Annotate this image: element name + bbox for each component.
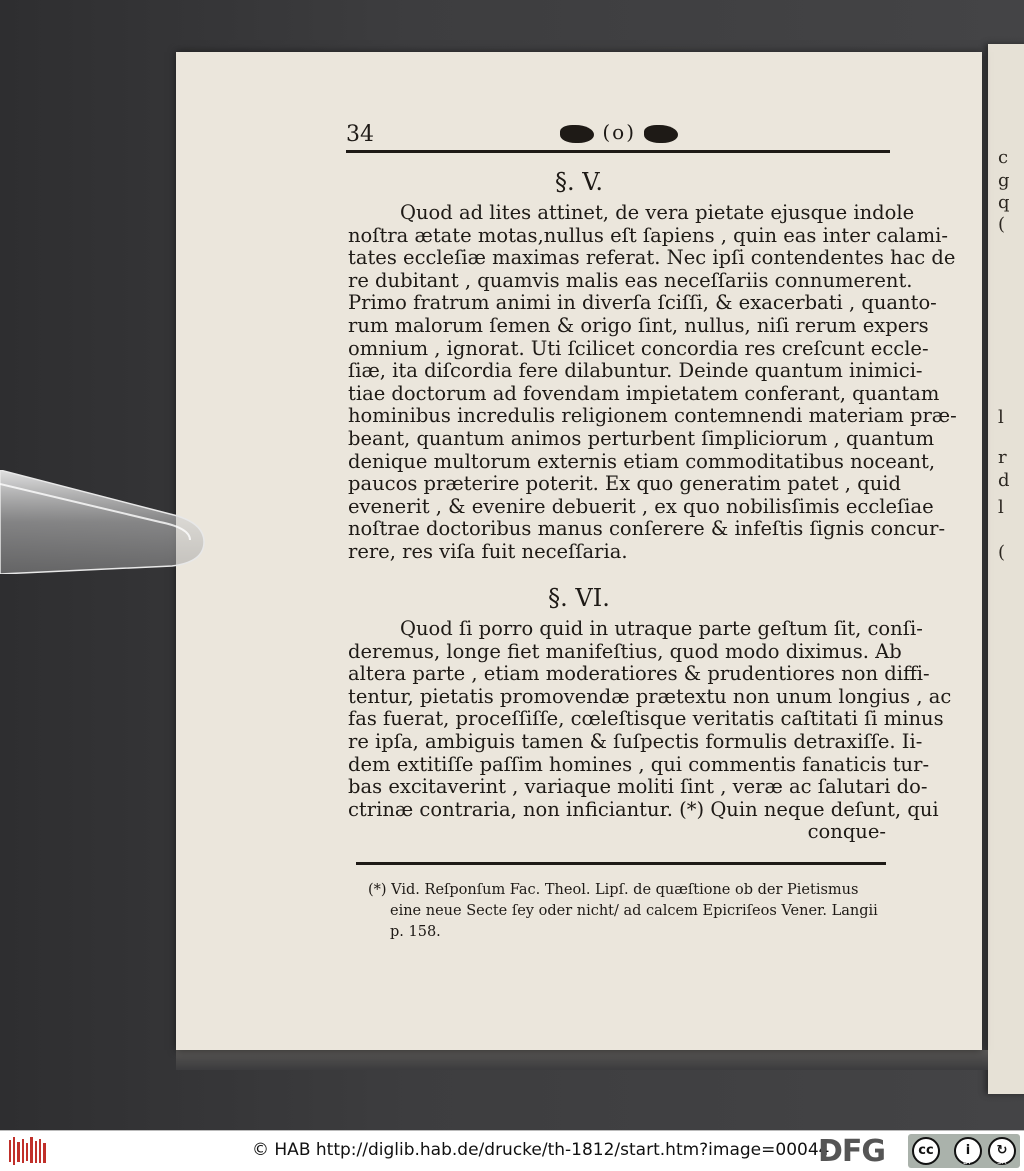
attribution-icon: i	[954, 1137, 982, 1165]
section-heading-v: §. V.	[554, 168, 604, 196]
text-line: tiae doctorum ad fovendam impietatem conferant, quantam	[348, 381, 940, 405]
text-line: rere, res viſa fuit neceſſaria.	[348, 539, 628, 563]
ornament-center: (o)	[602, 120, 637, 144]
text-line: deremus, longe fiet manifeſtius, quod modo diximus. Ab	[348, 639, 902, 663]
ornament-right-icon	[644, 125, 678, 143]
text-line: dem extitiſſe paſſim homines , qui commentis fanaticis tur-	[348, 752, 930, 776]
cc-label-by: BY	[963, 1158, 972, 1166]
cc-icon: cc	[912, 1137, 940, 1165]
running-header	[346, 120, 886, 150]
text-line: omnium , ignorat. Uti ſcilicet concordia res creſcunt eccle-	[348, 336, 929, 360]
text-line: Quod ad lites attinet, de vera pietate ejusque indole	[400, 201, 915, 224]
text-line: tentur, pietatis promovendæ prætextu non unum longius , ac	[348, 684, 952, 708]
text-line: Quod ſi porro quid in utraque parte geſtum ſit, conſi-	[400, 617, 923, 640]
text-line: Primo fratrum animi in diverſa ſciſſi, & exacerbati , quanto-	[348, 291, 937, 315]
footnote-rule	[356, 862, 886, 865]
text-line: ſiæ, ita diſcordia fere dilabuntur. Deinde quantum inimici-	[348, 359, 923, 383]
facing-page-edge	[988, 44, 1024, 1094]
text-line: altera parte , etiam moderatiores & prudentiores non diffi-	[348, 662, 930, 686]
text-line: noſtrae doctoribus manus conſerere & infeſtis ſignis concur-	[348, 517, 946, 541]
header-rule	[346, 150, 890, 153]
text-line: evenerit , & evenire debuerit , ex quo nobilisſimis eccleſiae	[348, 494, 934, 518]
text-line: bas excitaverint , variaque moliti ſint , veræ ac ſalutari do-	[348, 775, 928, 799]
footnote	[368, 880, 888, 943]
facing-page-fragment: l	[998, 407, 1004, 428]
text-line: beant, quantum animos perturbent ſimpliciorum , quantum	[348, 426, 935, 450]
text-line: noſtra ætate motas,nullus eſt ſapiens , quin eas inter calami-	[348, 223, 948, 247]
barcode-logo-icon	[8, 1137, 48, 1165]
facing-page-fragment: l	[998, 497, 1004, 518]
page-number: 34	[346, 122, 374, 147]
facing-page-fragment: (	[998, 542, 1006, 563]
source-link[interactable]: © HAB http://diglib.hab.de/drucke/th-1812/start.htm?image=00044	[252, 1140, 830, 1160]
facing-page-fragment: r	[998, 447, 1007, 468]
text-line: re ipſa, ambiguis tamen & ſuſpectis formulis detraxiſſe. Ii-	[348, 729, 923, 753]
page-weight-glass-icon	[0, 470, 210, 574]
text-line: fas fuerat, proceſſiſſe, cœleſtisque veritatis caſtitati ſi minus	[348, 707, 944, 731]
section-v-body	[348, 201, 957, 564]
text-line: ctrinæ contraria, non inficiantur. (*) Quin neque deſunt, qui	[348, 797, 939, 821]
cc-label-sa: SA	[997, 1158, 1007, 1166]
header-ornament	[560, 120, 678, 144]
book-page	[176, 52, 982, 1050]
footnote-line: (*) Vid. Reſponſum Fac. Theol. Lipſ. de quæſtione ob der Pietismus	[368, 882, 859, 898]
facing-page-fragment: (	[998, 214, 1006, 235]
text-line: paucos præterire poterit. Ex quo generatim patet , quid	[348, 472, 901, 496]
facing-page-fragment: d	[998, 470, 1010, 491]
page-shadow	[176, 1050, 988, 1070]
share-alike-icon: ↻	[988, 1137, 1016, 1165]
footnote-line: p. 158.	[390, 924, 441, 940]
facing-page-fragment: g	[998, 170, 1010, 191]
text-line: hominibus incredulis religionem contemnendi materiam præ-	[348, 404, 957, 428]
dfg-logo: DFG	[818, 1134, 886, 1169]
facing-page-fragment: q	[998, 192, 1010, 213]
footnote-line: eine neue Secte ſey oder nicht/ ad calcem Epicriſeos Vener. Langii	[390, 903, 878, 919]
text-line: rum malorum ſemen & origo ſint, nullus, niſi rerum expers	[348, 313, 929, 337]
footer-bar	[0, 1130, 1024, 1171]
cc-license-badge[interactable]	[908, 1134, 1020, 1168]
catchword: conque-	[807, 820, 886, 844]
section-vi-body	[348, 617, 952, 844]
text-line: re dubitant , quamvis malis eas neceſſariis connumerent.	[348, 268, 913, 292]
facing-page-fragment: c	[998, 147, 1009, 168]
text-line: tates eccleſiæ maximas referat. Nec ipſi contendentes hac de	[348, 246, 956, 270]
ornament-left-icon	[560, 125, 594, 143]
section-heading-vi: §. VI.	[548, 584, 610, 612]
text-line: denique multorum externis etiam commoditatibus noceant,	[348, 449, 936, 473]
